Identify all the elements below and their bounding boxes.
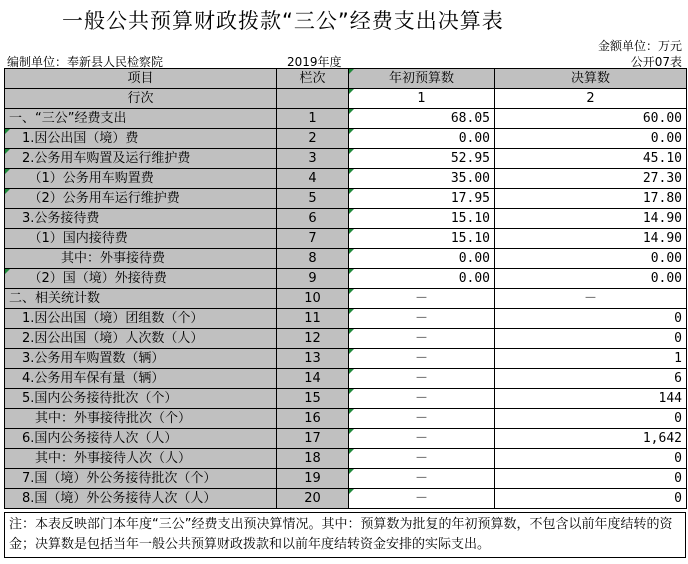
row-budget[interactable]: －	[349, 349, 495, 369]
row-item[interactable]: 其中：外事接待人次（人）	[5, 449, 277, 469]
row-no[interactable]: 14	[277, 369, 349, 389]
row-item[interactable]: 5.国内公务接待批次（个）	[5, 389, 277, 409]
table-row	[5, 109, 687, 129]
row-actual[interactable]: 45.10	[495, 149, 687, 169]
row-no[interactable]: 19	[277, 469, 349, 489]
row-no[interactable]: 7	[277, 229, 349, 249]
row-no[interactable]: 18	[277, 449, 349, 469]
row-item[interactable]: 8.国（境）外公务接待人次（人）	[5, 489, 277, 509]
row-budget[interactable]: －	[349, 489, 495, 509]
table-row	[5, 369, 687, 389]
row-no[interactable]: 9	[277, 269, 349, 289]
table-row	[5, 489, 687, 509]
row-no[interactable]: 11	[277, 309, 349, 329]
row-budget[interactable]: －	[349, 389, 495, 409]
row-actual[interactable]: 60.00	[495, 109, 687, 129]
row-item[interactable]: 2.公务用车购置及运行维护费	[5, 149, 277, 169]
header-item[interactable]: 项目	[5, 69, 277, 89]
subheader-item[interactable]: 行次	[5, 89, 277, 109]
row-budget[interactable]: 0.00	[349, 269, 495, 289]
row-no[interactable]: 2	[277, 129, 349, 149]
subheader-budget[interactable]: 1	[349, 89, 495, 109]
table-row	[5, 429, 687, 449]
row-budget[interactable]: －	[349, 329, 495, 349]
row-actual[interactable]: 14.90	[495, 209, 687, 229]
row-no[interactable]: 3	[277, 149, 349, 169]
row-item[interactable]: （2）公务用车运行维护费	[5, 189, 277, 209]
table-row	[5, 309, 687, 329]
table-row	[5, 209, 687, 229]
row-actual[interactable]: 0	[495, 309, 687, 329]
table-row	[5, 449, 687, 469]
subheader-no[interactable]	[277, 89, 349, 109]
row-item[interactable]: 二、相关统计数	[5, 289, 277, 309]
report-year: 2019年度	[287, 55, 342, 69]
table-row	[5, 129, 687, 149]
table-row	[5, 289, 687, 309]
row-no[interactable]: 6	[277, 209, 349, 229]
row-item[interactable]: 其中：外事接待费	[5, 249, 277, 269]
row-actual[interactable]: 0.00	[495, 249, 687, 269]
header-actual[interactable]: 决算数	[495, 69, 687, 89]
amount-unit: 金额单位：万元	[597, 39, 682, 53]
row-actual[interactable]: 144	[495, 389, 687, 409]
table-code: 公开07表	[630, 55, 682, 69]
row-actual[interactable]: 14.90	[495, 229, 687, 249]
row-no[interactable]: 20	[277, 489, 349, 509]
row-budget[interactable]: 35.00	[349, 169, 495, 189]
compiling-unit: 编制单位：奉新县人民检察院	[7, 55, 164, 69]
row-no[interactable]: 8	[277, 249, 349, 269]
header-budget[interactable]: 年初预算数	[349, 69, 495, 89]
row-budget[interactable]: 52.95	[349, 149, 495, 169]
row-budget[interactable]: －	[349, 309, 495, 329]
row-item[interactable]: 1.因公出国（境）团组数（个）	[5, 309, 277, 329]
row-budget[interactable]: －	[349, 369, 495, 389]
row-actual[interactable]: 1	[495, 349, 687, 369]
row-no[interactable]: 17	[277, 429, 349, 449]
row-item[interactable]: 4.公务用车保有量（辆）	[5, 369, 277, 389]
row-actual[interactable]: 0	[495, 409, 687, 429]
table-row	[5, 389, 687, 409]
row-actual[interactable]: 0	[495, 329, 687, 349]
row-actual[interactable]: 6	[495, 369, 687, 389]
row-budget[interactable]: －	[349, 289, 495, 309]
row-budget[interactable]: －	[349, 449, 495, 469]
row-item[interactable]: 3.公务接待费	[5, 209, 277, 229]
table-row	[5, 409, 687, 429]
table-row	[5, 169, 687, 189]
table-row	[5, 189, 687, 209]
row-item[interactable]: 6.国内公务接待人次（人）	[5, 429, 277, 449]
row-budget[interactable]: 0.00	[349, 129, 495, 149]
row-actual[interactable]: 1,642	[495, 429, 687, 449]
row-budget[interactable]: 15.10	[349, 229, 495, 249]
table-row	[5, 329, 687, 349]
table-row	[5, 149, 687, 169]
row-no[interactable]: 1	[277, 109, 349, 129]
row-no[interactable]: 16	[277, 409, 349, 429]
table-row	[5, 349, 687, 369]
page-title: 一般公共预算财政拨款“三公”经费支出决算表	[62, 9, 504, 33]
row-budget[interactable]: －	[349, 429, 495, 449]
row-budget[interactable]: 17.95	[349, 189, 495, 209]
row-actual[interactable]: 0.00	[495, 129, 687, 149]
row-item[interactable]: 其中：外事接待批次（个）	[5, 409, 277, 429]
subheader-row	[5, 89, 687, 109]
row-no[interactable]: 12	[277, 329, 349, 349]
row-actual[interactable]: 0	[495, 449, 687, 469]
row-budget[interactable]: 0.00	[349, 249, 495, 269]
row-actual[interactable]: 0	[495, 469, 687, 489]
row-item[interactable]: 1.因公出国（境）费	[5, 129, 277, 149]
row-budget[interactable]: 68.05	[349, 109, 495, 129]
row-no[interactable]: 4	[277, 169, 349, 189]
row-no[interactable]: 13	[277, 349, 349, 369]
row-actual[interactable]: －	[495, 289, 687, 309]
expenditure-table	[4, 68, 687, 509]
table-row	[5, 229, 687, 249]
row-budget[interactable]: 15.10	[349, 209, 495, 229]
header-row	[5, 69, 687, 89]
row-no[interactable]: 10	[277, 289, 349, 309]
row-budget[interactable]: －	[349, 409, 495, 429]
row-actual[interactable]: 27.30	[495, 169, 687, 189]
row-item[interactable]: （2）国（境）外接待费	[5, 269, 277, 289]
row-budget[interactable]: －	[349, 469, 495, 489]
table-row	[5, 269, 687, 289]
row-no[interactable]: 5	[277, 189, 349, 209]
row-item[interactable]: 7.国（境）外公务接待批次（个）	[5, 469, 277, 489]
row-item[interactable]: 一、“三公”经费支出	[5, 109, 277, 129]
header-no[interactable]: 栏次	[277, 69, 349, 89]
row-no[interactable]: 15	[277, 389, 349, 409]
footnote: 注：本表反映部门本年度“三公”经费支出预决算情况。其中：预算数为批复的年初预算数，不包含以前年度结转的资金；决算数是包括当年一般公共预算财政拨款和以前年度结转资金安排的实际支出。	[4, 512, 686, 558]
row-item[interactable]: （1）公务用车购置费	[5, 169, 277, 189]
subheader-actual[interactable]: 2	[495, 89, 687, 109]
row-item[interactable]: （1）国内接待费	[5, 229, 277, 249]
row-actual[interactable]: 0.00	[495, 269, 687, 289]
row-actual[interactable]: 0	[495, 489, 687, 509]
row-actual[interactable]: 17.80	[495, 189, 687, 209]
table-row	[5, 469, 687, 489]
table-row	[5, 249, 687, 269]
row-item[interactable]: 2.因公出国（境）人次数（人）	[5, 329, 277, 349]
row-item[interactable]: 3.公务用车购置数（辆）	[5, 349, 277, 369]
